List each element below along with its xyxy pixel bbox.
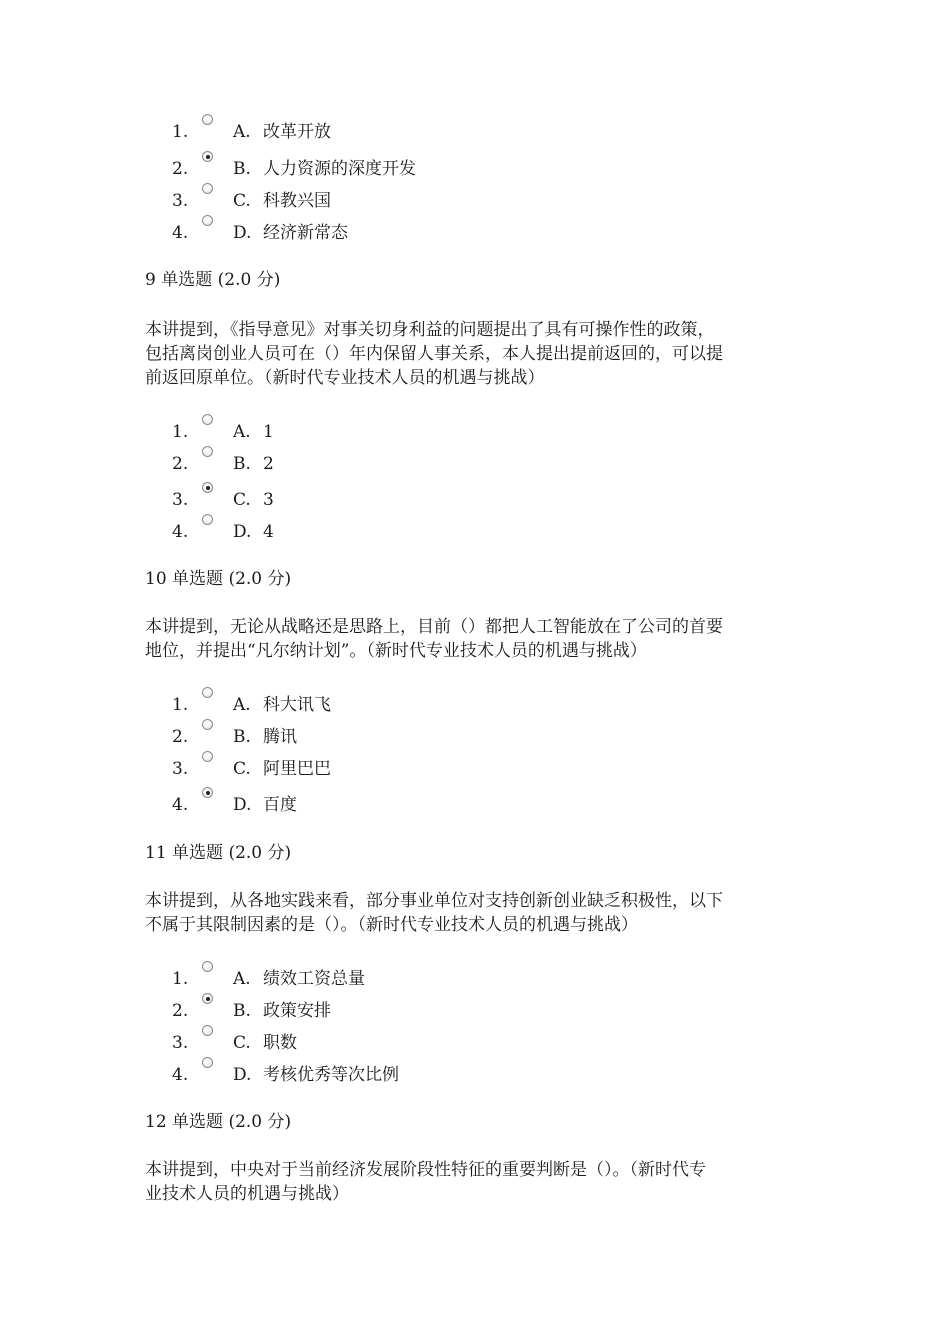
option-text: 科教兴国 xyxy=(263,191,331,211)
question-text-line: 本讲提到，中央对于当前经济发展阶段性特征的重要判断是（）。（新时代专 xyxy=(145,1160,706,1180)
option-q10-c[interactable] xyxy=(172,758,331,780)
option-text: 2 xyxy=(263,454,274,474)
option-letter: B. xyxy=(233,1001,251,1021)
question-text-line: 本讲提到，《指导意见》对事关切身利益的问题提出了具有可操作性的政策， xyxy=(145,320,715,340)
option-q11-c[interactable] xyxy=(172,1032,297,1054)
option-letter: A. xyxy=(233,122,251,142)
option-number: 3. xyxy=(172,759,189,779)
option-number: 3. xyxy=(172,1033,189,1053)
radio-button-checked-icon[interactable] xyxy=(202,151,213,162)
radio-button-icon[interactable] xyxy=(202,215,213,226)
option-number: 2. xyxy=(172,454,189,474)
option-letter: D. xyxy=(233,795,252,815)
option-text: 绩效工资总量 xyxy=(263,969,365,989)
radio-button-icon[interactable] xyxy=(202,751,213,762)
option-q9-d[interactable] xyxy=(172,521,274,543)
option-number: 1. xyxy=(172,122,189,142)
radio-button-icon[interactable] xyxy=(202,961,213,972)
option-prev-b[interactable] xyxy=(172,158,416,180)
option-q10-a[interactable] xyxy=(172,694,331,716)
question-10-header: 10 单选题 (2.0 分) xyxy=(145,569,292,589)
question-9-text xyxy=(145,318,805,390)
option-prev-d[interactable] xyxy=(172,222,348,244)
radio-button-icon[interactable] xyxy=(202,114,213,125)
question-11-text xyxy=(145,889,805,937)
option-text: 考核优秀等次比例 xyxy=(263,1065,399,1085)
option-q10-b[interactable] xyxy=(172,726,297,748)
option-letter: B. xyxy=(233,159,251,179)
question-12-header: 12 单选题 (2.0 分) xyxy=(145,1112,292,1132)
radio-button-icon[interactable] xyxy=(202,183,213,194)
option-letter: C. xyxy=(233,191,251,211)
radio-button-icon[interactable] xyxy=(202,446,213,457)
option-text: 4 xyxy=(263,522,274,542)
question-text-line: 前返回原单位。（新时代专业技术人员的机遇与挑战） xyxy=(145,368,545,388)
radio-button-icon[interactable] xyxy=(202,687,213,698)
option-letter: A. xyxy=(233,969,251,989)
option-number: 4. xyxy=(172,1065,189,1085)
option-q11-d[interactable] xyxy=(172,1064,399,1086)
option-q11-b[interactable] xyxy=(172,1000,331,1022)
option-prev-a[interactable] xyxy=(172,121,331,143)
option-text: 改革开放 xyxy=(263,122,331,142)
option-q9-c[interactable] xyxy=(172,489,274,511)
question-text-line: 包括离岗创业人员可在（）年内保留人事关系，本人提出提前返回的，可以提 xyxy=(145,344,723,364)
option-number: 4. xyxy=(172,522,189,542)
option-q9-a[interactable] xyxy=(172,421,274,443)
option-number: 2. xyxy=(172,159,189,179)
option-text: 职数 xyxy=(263,1033,297,1053)
option-letter: B. xyxy=(233,454,251,474)
option-number: 2. xyxy=(172,727,189,747)
option-text: 人力资源的深度开发 xyxy=(263,159,416,179)
option-number: 3. xyxy=(172,490,189,510)
option-number: 4. xyxy=(172,223,189,243)
question-text-line: 不属于其限制因素的是（）。（新时代专业技术人员的机遇与挑战） xyxy=(145,915,638,935)
question-11-header: 11 单选题 (2.0 分) xyxy=(145,843,292,863)
option-text: 百度 xyxy=(263,795,297,815)
option-letter: A. xyxy=(233,422,251,442)
option-letter: C. xyxy=(233,759,251,779)
option-number: 1. xyxy=(172,422,189,442)
option-letter: D. xyxy=(233,223,252,243)
option-q11-a[interactable] xyxy=(172,968,365,990)
option-number: 2. xyxy=(172,1001,189,1021)
option-number: 3. xyxy=(172,191,189,211)
radio-button-checked-icon[interactable] xyxy=(202,993,213,1004)
option-letter: D. xyxy=(233,522,252,542)
radio-button-icon[interactable] xyxy=(202,1057,213,1068)
option-text: 阿里巴巴 xyxy=(263,759,331,779)
option-letter: A. xyxy=(233,695,251,715)
question-text-line: 业技术人员的机遇与挑战） xyxy=(145,1184,349,1204)
option-text: 1 xyxy=(263,422,274,442)
option-text: 3 xyxy=(263,490,274,510)
question-text-line: 地位，并提出“凡尔纳计划”。（新时代专业技术人员的机遇与挑战） xyxy=(145,641,647,661)
radio-button-checked-icon[interactable] xyxy=(202,482,213,493)
question-9-header: 9 单选题 (2.0 分) xyxy=(145,270,281,290)
radio-button-icon[interactable] xyxy=(202,719,213,730)
radio-button-icon[interactable] xyxy=(202,514,213,525)
question-text-line: 本讲提到，从各地实践来看，部分事业单位对支持创新创业缺乏积极性，以下 xyxy=(145,891,723,911)
question-text-line: 本讲提到，无论从战略还是思路上，目前（）都把人工智能放在了公司的首要 xyxy=(145,617,723,637)
option-text: 经济新常态 xyxy=(263,223,348,243)
option-number: 4. xyxy=(172,795,189,815)
option-text: 腾讯 xyxy=(263,727,297,747)
option-prev-c[interactable] xyxy=(172,190,331,212)
radio-button-icon[interactable] xyxy=(202,1025,213,1036)
option-letter: C. xyxy=(233,490,251,510)
question-12-text xyxy=(145,1158,805,1206)
option-number: 1. xyxy=(172,969,189,989)
option-number: 1. xyxy=(172,695,189,715)
option-letter: D. xyxy=(233,1065,252,1085)
option-letter: B. xyxy=(233,727,251,747)
radio-button-icon[interactable] xyxy=(202,414,213,425)
option-q10-d[interactable] xyxy=(172,794,297,816)
question-10-text xyxy=(145,615,805,663)
option-q9-b[interactable] xyxy=(172,453,274,475)
option-text: 科大讯飞 xyxy=(263,695,331,715)
option-text: 政策安排 xyxy=(263,1001,331,1021)
option-letter: C. xyxy=(233,1033,251,1053)
radio-button-checked-icon[interactable] xyxy=(202,787,213,798)
